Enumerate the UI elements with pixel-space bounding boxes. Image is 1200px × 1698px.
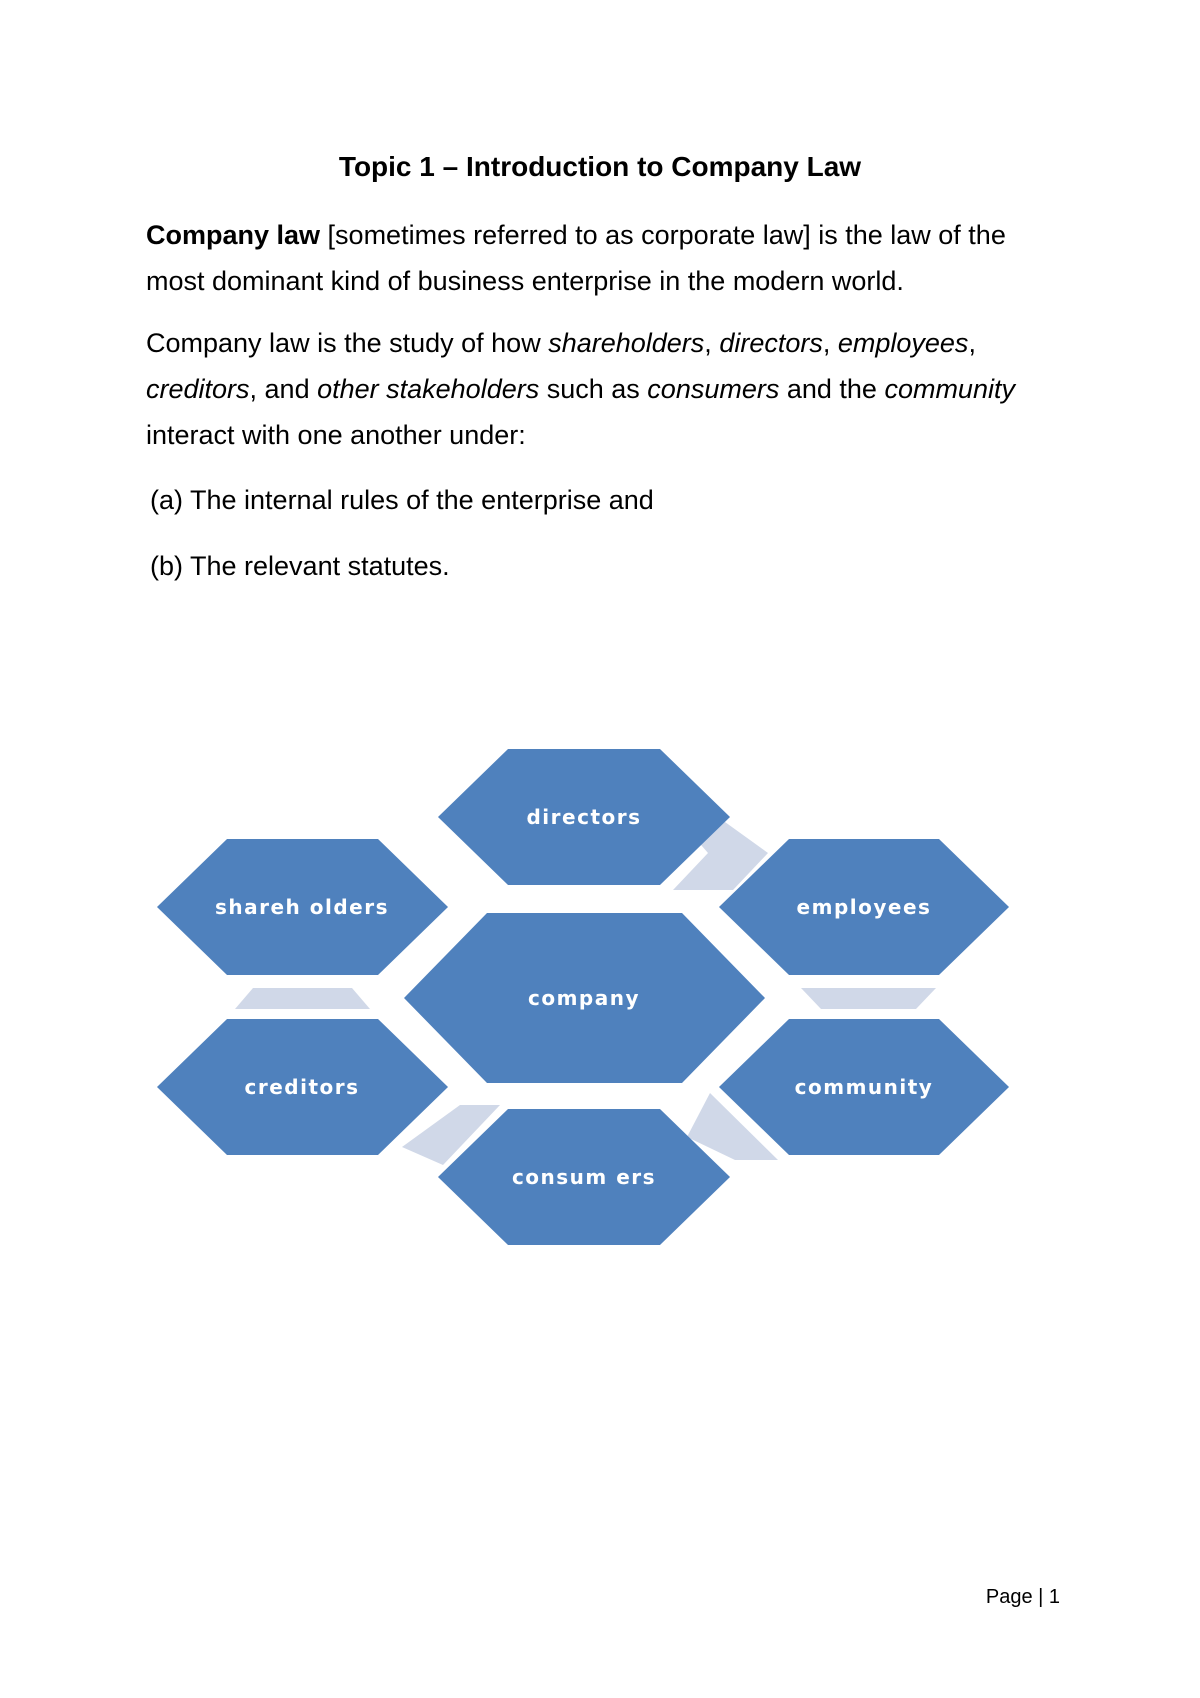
label-consumers: consum ers xyxy=(511,1165,657,1189)
text-run: , and xyxy=(249,374,318,404)
term-consumers: consumers xyxy=(647,374,780,404)
label-shareholders: shareh olders xyxy=(214,895,390,919)
list-item-a: (a) The internal rules of the enterprise and xyxy=(150,485,654,515)
text-run: , xyxy=(704,328,720,358)
term-employees: employees xyxy=(837,328,969,358)
text-run: and the xyxy=(779,374,885,404)
label-creditors: creditors xyxy=(244,1075,360,1099)
list-item-b: (b) The relevant statutes. xyxy=(150,551,450,581)
label-employees: employees xyxy=(796,895,932,919)
term-community: community xyxy=(884,374,1015,404)
text-run: , xyxy=(822,328,838,358)
text-run: such as xyxy=(539,374,648,404)
label-community: community xyxy=(794,1075,934,1099)
term-creditors: creditors xyxy=(146,374,250,404)
connector-employees-community xyxy=(801,988,936,1009)
term-shareholders: shareholders xyxy=(548,328,705,358)
term-directors: directors xyxy=(719,328,823,358)
connector-shareholders-creditors xyxy=(235,988,370,1009)
term-company-law: Company law xyxy=(146,220,321,250)
page-title: Topic 1 – Introduction to Company Law xyxy=(338,151,862,182)
label-company: company xyxy=(527,986,641,1010)
text-run: , xyxy=(968,328,976,358)
term-other-stakeholders: other stakeholders xyxy=(317,374,540,404)
text-run: interact with one another under: xyxy=(146,420,526,450)
label-directors: directors xyxy=(526,805,642,829)
page-number-footer: Page | 1 xyxy=(985,1586,1060,1608)
text-run: Company law is the study of how xyxy=(146,328,549,358)
definition-text: [sometimes referred to as corporate law] is the law of the most dominant kind of business enterprise in the modern world. xyxy=(146,220,1006,296)
